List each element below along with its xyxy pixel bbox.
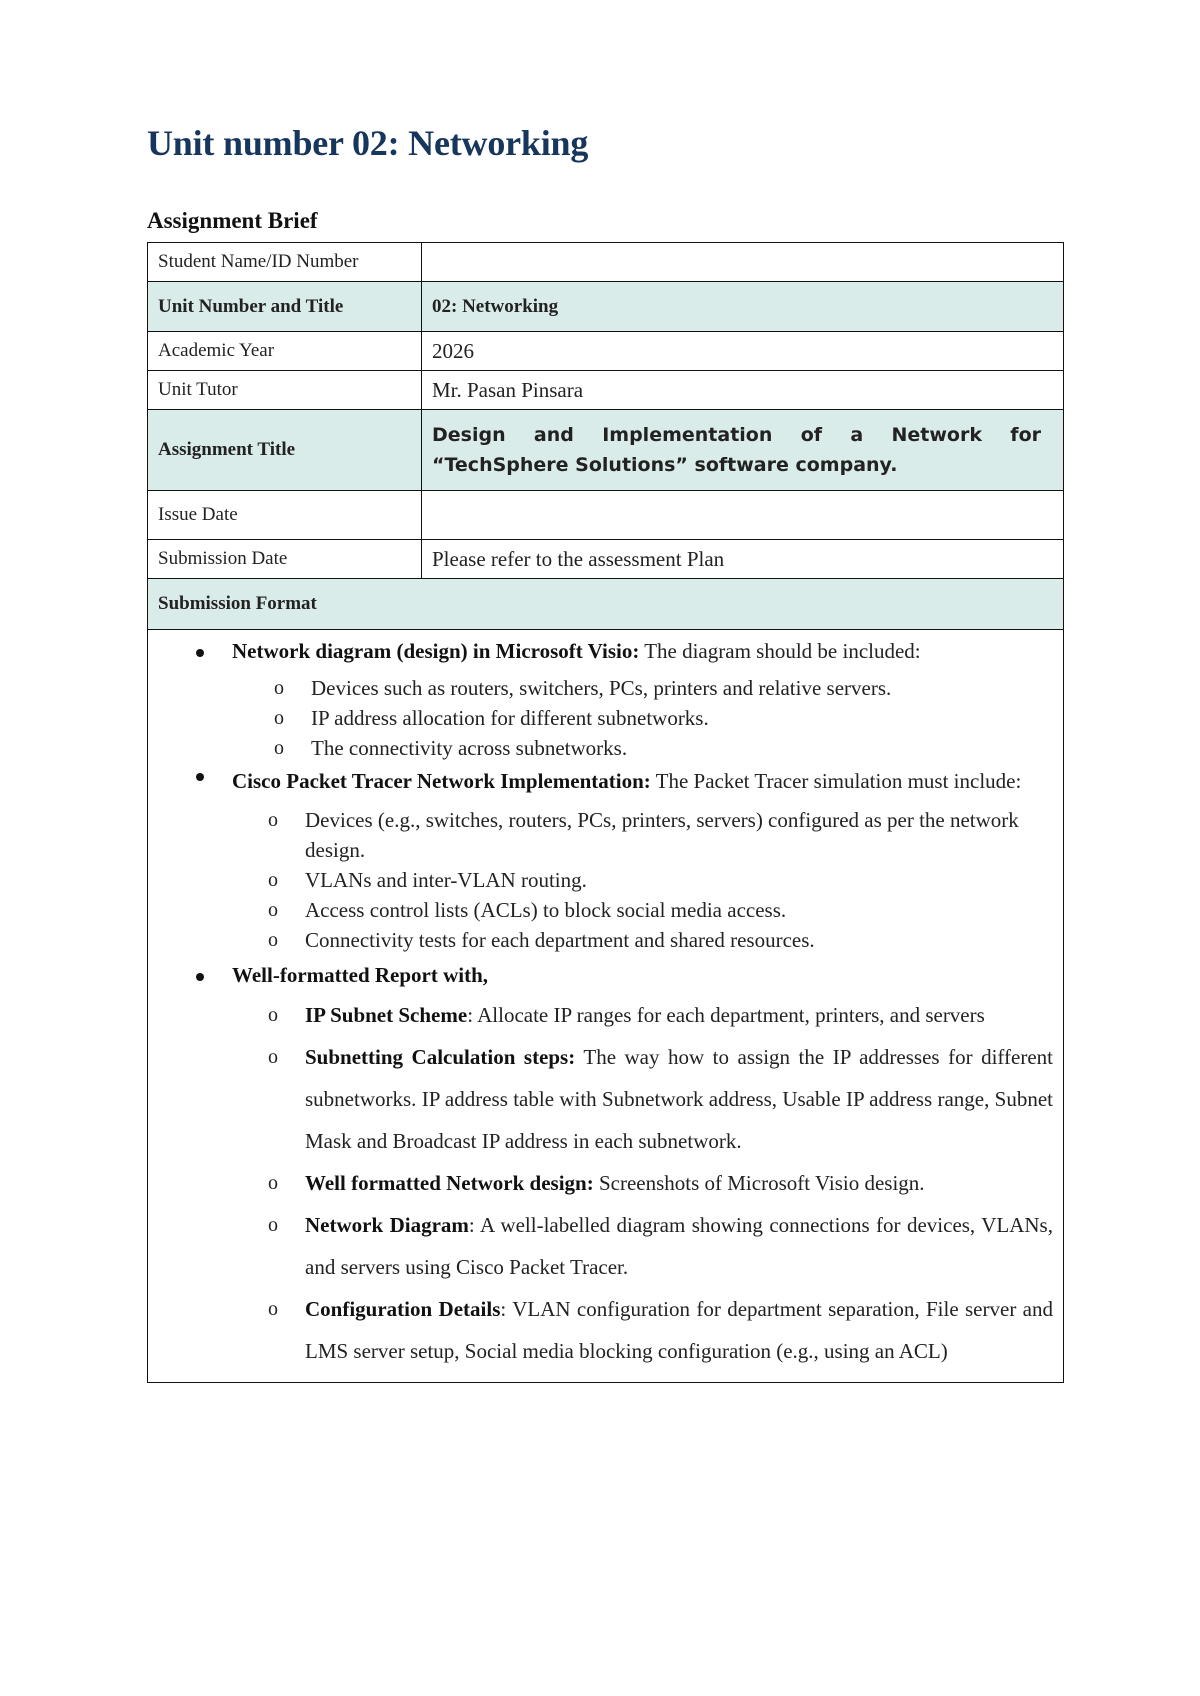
issue-date-label: Issue Date — [148, 491, 422, 540]
list-item — [148, 674, 1053, 704]
table-row — [148, 243, 1064, 282]
document-page — [147, 122, 1063, 1383]
bullet-icon — [196, 649, 204, 657]
circle-bullet-icon: o — [268, 1172, 278, 1194]
assignment-title-value: Design and Implementation of a Network for “TechSphere Solutions” software company. — [432, 424, 1041, 476]
packet-item: Devices (e.g., switches, routers, PCs, printers, servers) configured as per the network design. — [305, 808, 1019, 862]
list-item — [148, 866, 1053, 896]
circle-bullet-icon: o — [268, 899, 278, 921]
table-row — [148, 371, 1064, 410]
packet-rest: The Packet Tracer simulation must include: — [650, 769, 1022, 793]
table-row — [148, 630, 1064, 1383]
page-title: Unit number 02: Networking — [147, 123, 589, 163]
list-item — [148, 960, 1053, 1372]
table-row — [148, 282, 1064, 332]
visio-lead: Network diagram (design) in Microsoft Visio: — [232, 639, 640, 663]
submission-format-label: Submission Format — [148, 579, 1064, 630]
circle-bullet-icon: o — [268, 869, 278, 891]
tutor-value: Mr. Pasan Pinsara — [422, 371, 1064, 410]
list-item — [148, 896, 1053, 926]
circle-bullet-icon: o — [274, 677, 284, 699]
report-item-lead: Configuration Details — [305, 1297, 501, 1321]
list-item — [148, 1204, 1053, 1288]
assignment-title-cell — [422, 410, 1064, 491]
visio-item: Devices such as routers, switchers, PCs, printers and relative servers. — [311, 676, 892, 700]
packet-item: Access control lists (ACLs) to block social media access. — [305, 898, 787, 922]
list-item — [148, 1288, 1053, 1372]
circle-bullet-icon: o — [268, 1298, 278, 1320]
issue-date-value — [422, 491, 1064, 540]
section-heading: Assignment Brief — [147, 208, 318, 233]
table-row — [148, 332, 1064, 371]
bullet-icon — [196, 773, 204, 781]
list-item — [148, 806, 1053, 866]
visio-rest: The diagram should be included: — [639, 639, 921, 663]
packet-lead: Cisco Packet Tracer Network Implementation: — [232, 769, 651, 793]
circle-bullet-icon: o — [268, 809, 278, 831]
report-item-rest: : Allocate IP ranges for each department, printers, and servers — [467, 1003, 985, 1027]
table-row — [148, 491, 1064, 540]
report-item-lead: Subnetting Calculation steps: — [305, 1045, 576, 1069]
visio-sublist — [232, 674, 1053, 764]
list-item — [148, 1162, 1053, 1204]
report-item-rest: Screenshots of Microsoft Visio design. — [593, 1171, 925, 1195]
circle-bullet-icon: o — [268, 1046, 278, 1068]
report-item-lead: Well formatted Network design: — [305, 1171, 594, 1195]
report-item-lead: Network Diagram — [305, 1213, 469, 1237]
circle-bullet-icon: o — [268, 1214, 278, 1236]
format-list — [148, 636, 1053, 1372]
packet-item: VLANs and inter-VLAN routing. — [305, 868, 587, 892]
circle-bullet-icon: o — [268, 929, 278, 951]
assignment-title-label: Assignment Title — [148, 410, 422, 491]
list-item — [148, 704, 1053, 734]
packet-item: Connectivity tests for each department and shared resources. — [305, 928, 815, 952]
visio-line — [232, 636, 1053, 666]
list-item — [148, 1036, 1053, 1162]
year-value: 2026 — [422, 332, 1064, 371]
list-item — [148, 926, 1053, 956]
packet-line — [232, 760, 1053, 802]
report-lead: Well-formatted Report with, — [232, 963, 489, 987]
table-row — [148, 540, 1064, 579]
submission-format-content — [148, 630, 1064, 1383]
student-value — [422, 243, 1064, 282]
visio-item: IP address allocation for different subnetworks. — [311, 706, 709, 730]
student-label: Student Name/ID Number — [148, 243, 422, 282]
report-item-rest: : A well-labelled diagram showing connections for devices, VLANs, and servers using Cisco Packet Tracer. — [305, 1213, 1053, 1279]
packet-sublist — [232, 806, 1053, 956]
unit-label: Unit Number and Title — [148, 282, 422, 332]
circle-bullet-icon: o — [268, 1004, 278, 1026]
list-item — [148, 636, 1053, 764]
bullet-icon — [196, 973, 204, 981]
unit-value: 02: Networking — [422, 282, 1064, 332]
list-item — [148, 760, 1053, 956]
report-sublist — [232, 994, 1053, 1372]
report-item-rest: The way how to assign the IP addresses for different subnetworks. IP address table with Subnetwork address, Usable IP address range, Subnet Mask and Broadcast IP address in each subnetwork. — [305, 1045, 1053, 1153]
visio-item: The connectivity across subnetworks. — [311, 736, 628, 760]
report-item-rest: : VLAN configuration for department separation, File server and LMS server setup, Social media blocking configuration (e.g., using an ACL) — [305, 1297, 1053, 1363]
circle-bullet-icon: o — [274, 707, 284, 729]
report-item-lead: IP Subnet Scheme — [305, 1003, 468, 1027]
assignment-brief-table — [147, 242, 1064, 1383]
table-row — [148, 579, 1064, 630]
submission-date-label: Submission Date — [148, 540, 422, 579]
circle-bullet-icon: o — [274, 737, 284, 759]
list-item — [148, 994, 1053, 1036]
year-label: Academic Year — [148, 332, 422, 371]
submission-date-value: Please refer to the assessment Plan — [422, 540, 1064, 579]
table-row — [148, 410, 1064, 491]
tutor-label: Unit Tutor — [148, 371, 422, 410]
